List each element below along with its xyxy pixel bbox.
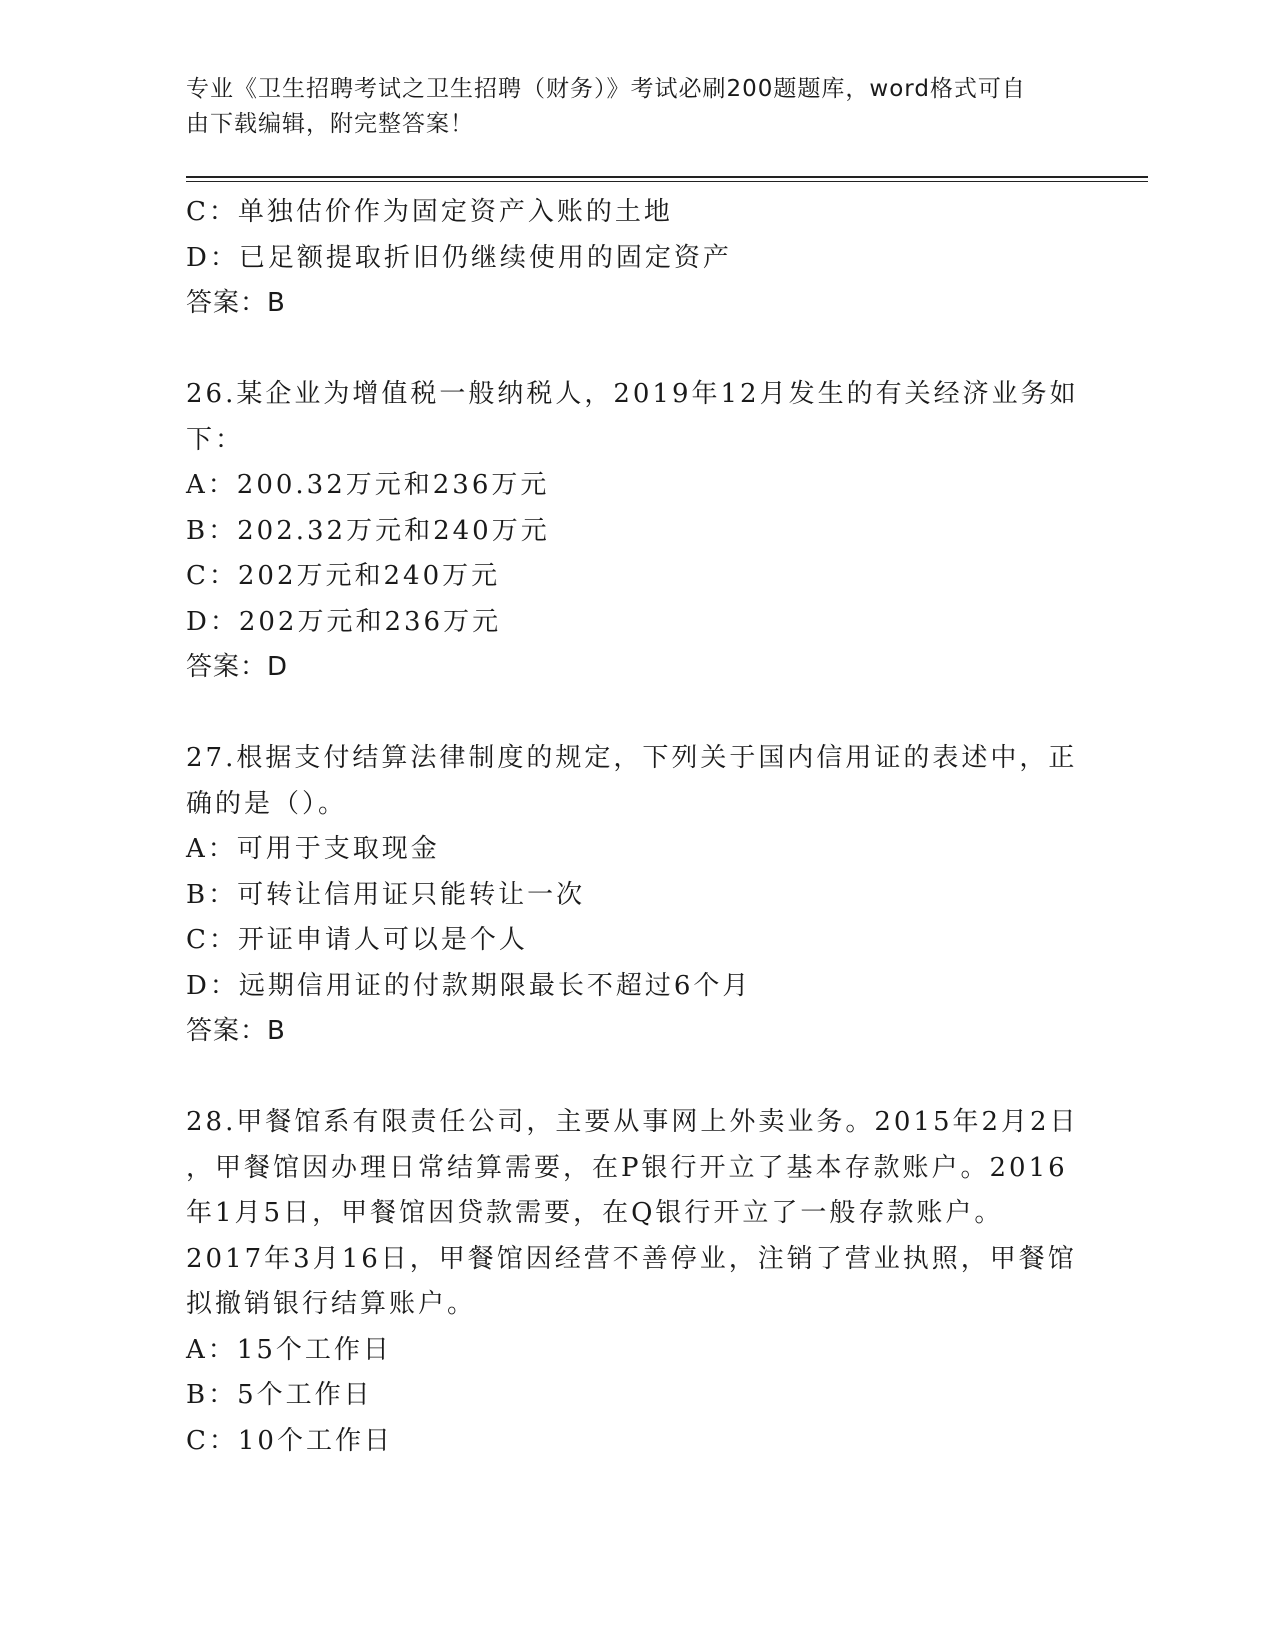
answer: 答案：B	[186, 288, 286, 318]
option-a: A：15个工作日	[186, 1334, 392, 1365]
option-b: B：5个工作日	[186, 1380, 373, 1410]
question-stem: 28.甲餐馆系有限责任公司，主要从事网上外卖业务。2015年2月2日	[186, 1107, 1079, 1137]
question-stem: 确的是（）。	[186, 788, 348, 819]
option-b: B：202.32万元和240万元	[186, 515, 550, 546]
option-d: D：远期信用证的付款期限最长不超过6个月	[186, 970, 752, 1001]
document-header	[186, 72, 1086, 142]
question-stem: 年1月5日，甲餐馆因贷款需要，在Q银行开立了一般存款账户。	[186, 1198, 1004, 1228]
question-list	[186, 190, 1086, 1464]
spacer	[186, 691, 1086, 737]
question-stem: ，甲餐馆因办理日常结算需要，在P银行开立了基本存款账户。2016	[186, 1152, 1068, 1183]
option-c: C：202万元和240万元	[186, 561, 501, 591]
question-stem: 26.某企业为增值税一般纳税人，2019年12月发生的有关经济业务如	[186, 379, 1079, 409]
question-27	[186, 736, 1086, 1055]
option-c: C：单独估价作为固定资产入账的土地	[186, 197, 673, 227]
question-stem: 27.根据支付结算法律制度的规定，下列关于国内信用证的表述中，正	[186, 743, 1078, 773]
option-d: D：已足额提取折旧仍继续使用的固定资产	[186, 242, 732, 273]
header-line-1: 专业《卫生招聘考试之卫生招聘（财务）》考试必刷200题题库，word格式可自	[186, 76, 1026, 102]
option-d: D：202万元和236万元	[186, 606, 502, 637]
question-28	[186, 1100, 1086, 1464]
question-25	[186, 190, 1086, 327]
option-c: C：开证申请人可以是个人	[186, 925, 528, 955]
option-c: C：10个工作日	[186, 1425, 393, 1456]
answer: 答案：D	[186, 652, 289, 682]
question-stem: 2017年3月16日，甲餐馆因经营不善停业，注销了营业执照，甲餐馆	[186, 1243, 1077, 1274]
header-line-2: 由下载编辑，附完整答案！	[186, 111, 474, 137]
answer: 答案：B	[186, 1016, 286, 1046]
spacer	[186, 1055, 1086, 1101]
option-b: B：可转让信用证只能转让一次	[186, 879, 586, 910]
spacer	[186, 327, 1086, 373]
question-26	[186, 372, 1086, 691]
question-stem: 下：	[186, 424, 245, 455]
header-divider	[186, 176, 1148, 182]
option-a: A：200.32万元和236万元	[186, 470, 550, 500]
question-stem: 拟撤销银行结算账户。	[186, 1289, 477, 1319]
option-a: A：可用于支取现金	[186, 834, 440, 864]
